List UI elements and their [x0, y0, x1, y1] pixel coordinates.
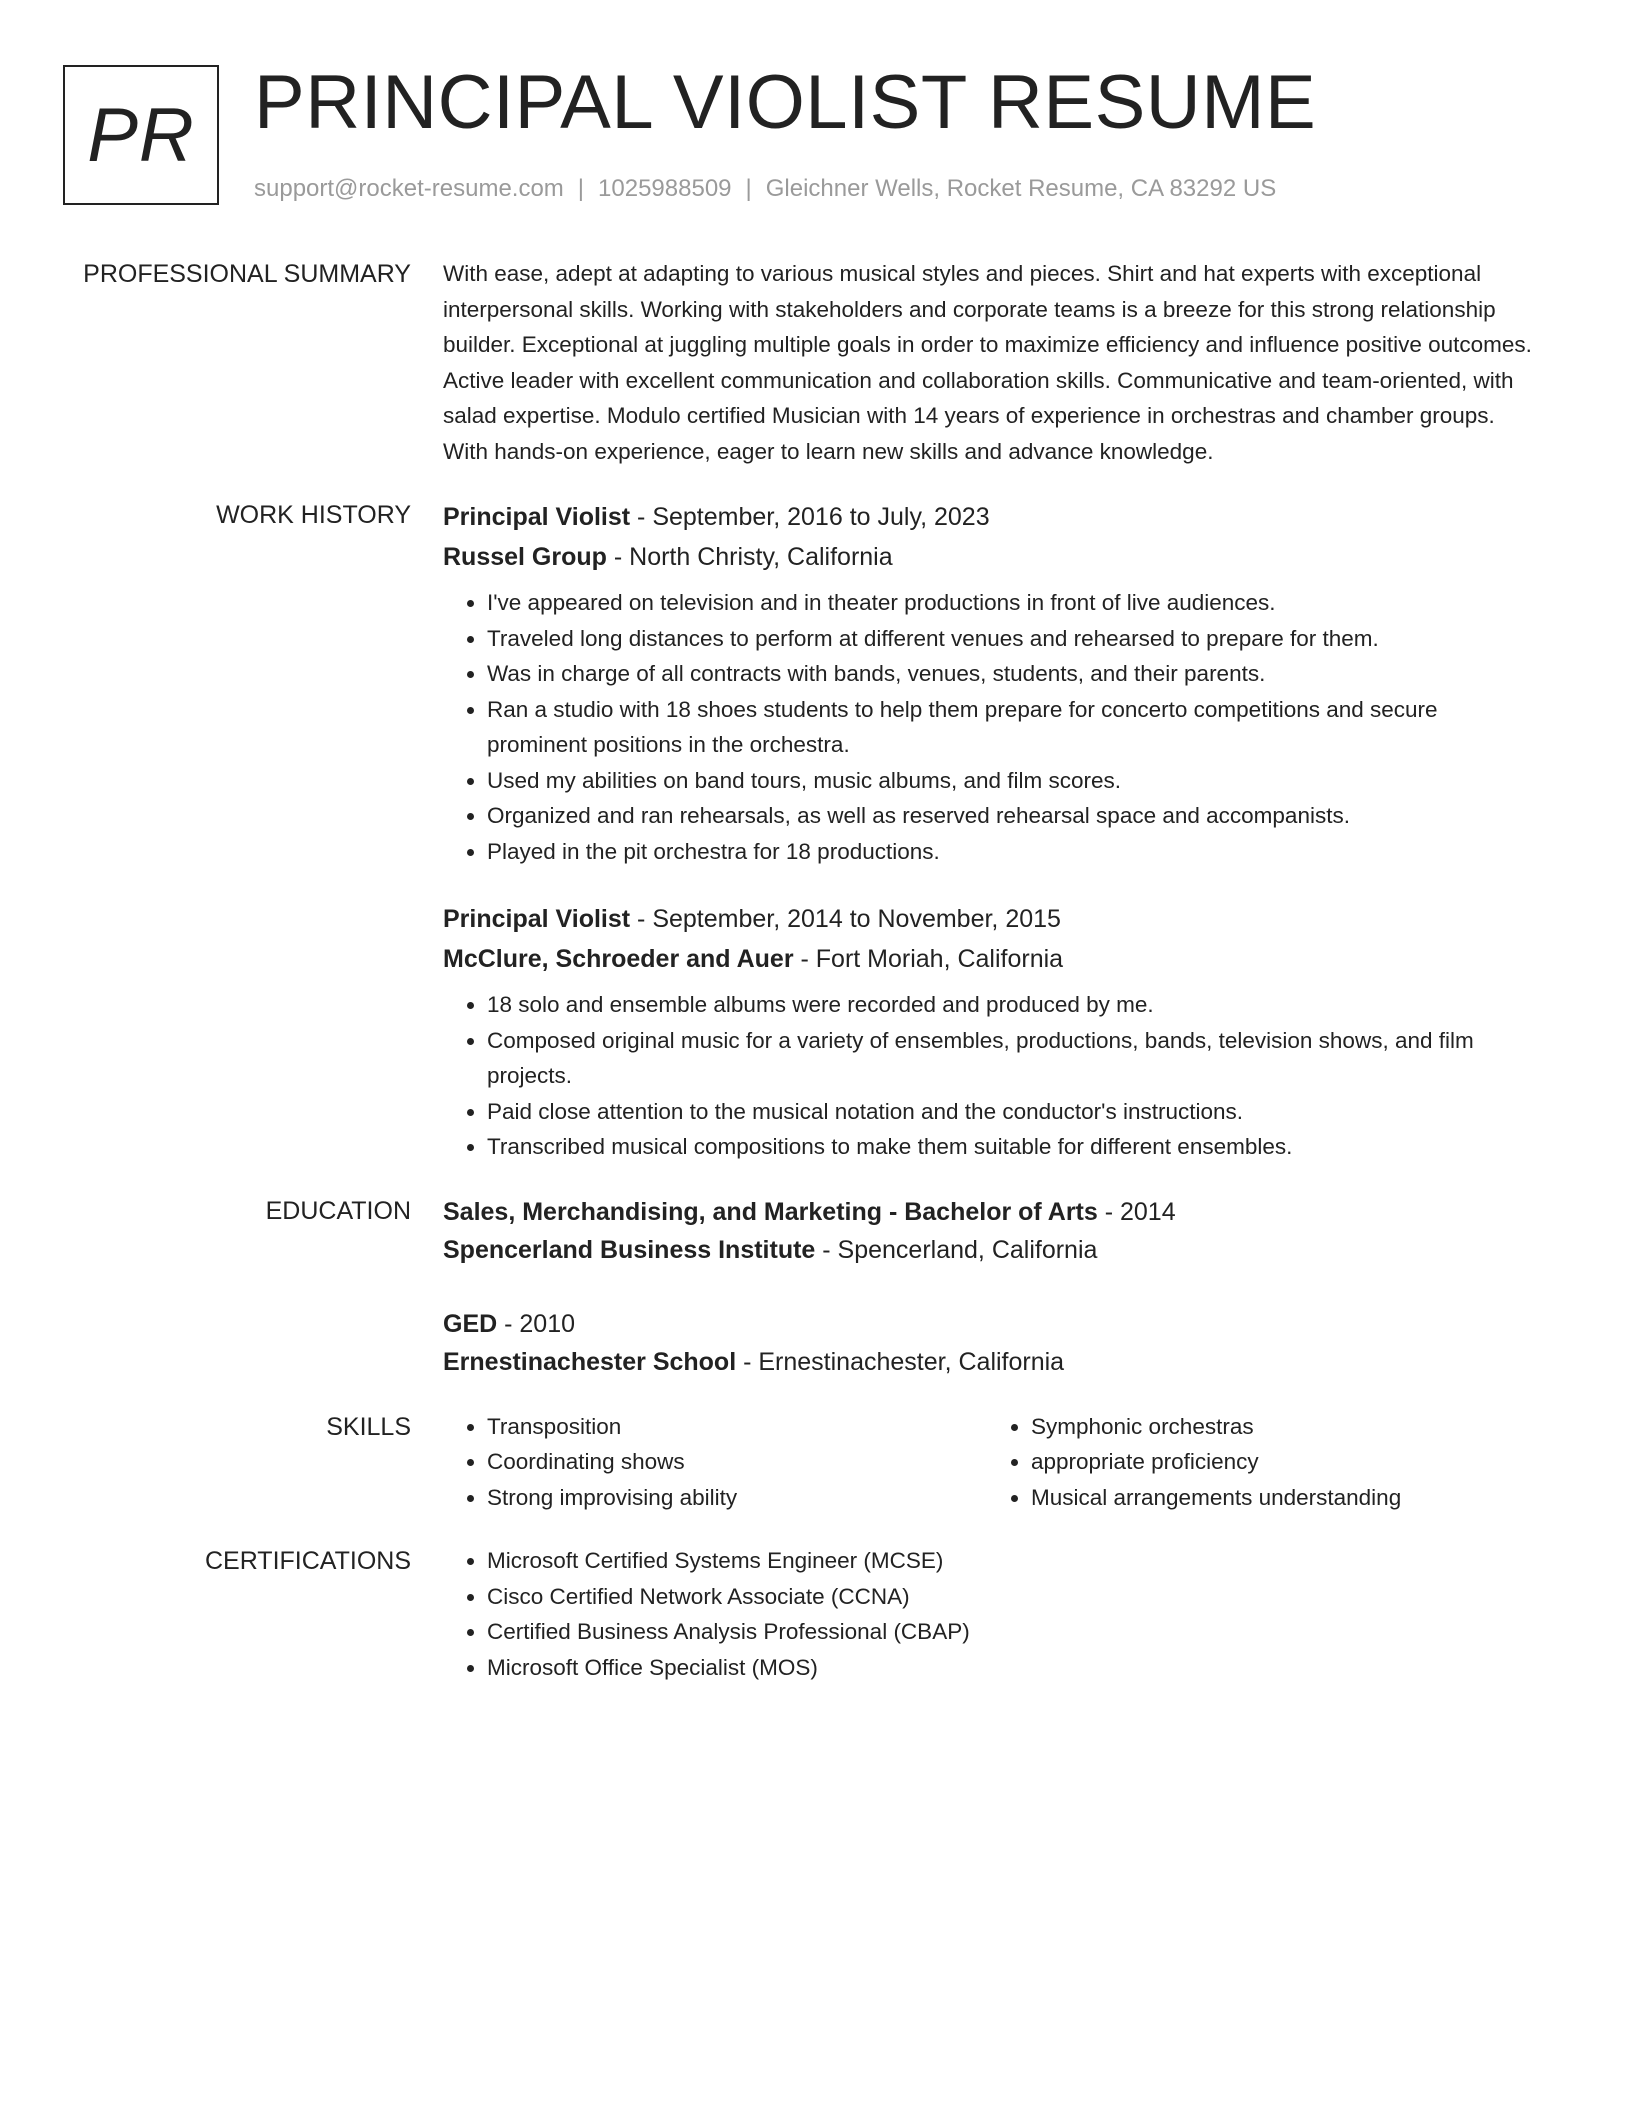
certifications-list	[443, 1543, 1543, 1685]
contact-line	[254, 172, 1276, 206]
skill-item: • Coordinating shows	[487, 1444, 987, 1480]
skills-grid	[443, 1409, 1543, 1516]
education-body	[443, 1193, 1543, 1381]
section-label-certifications: CERTIFICATIONS	[204, 1547, 411, 1575]
skill-item: • Transposition	[487, 1409, 987, 1445]
job-company: McClure, Schroeder and Auer	[443, 945, 794, 973]
education-degree: GED	[443, 1309, 498, 1338]
job-dates: - September, 2016 to July, 2023	[630, 503, 990, 531]
skills-section	[0, 1409, 1632, 1516]
contact-separator: |	[745, 175, 752, 202]
skills-list-right	[987, 1409, 1531, 1516]
resume-title: PRINCIPAL VIOLIST RESUME	[254, 60, 1317, 145]
job-duty: • Was in charge of all contracts with bands, venues, students, and their parents.	[487, 656, 1543, 692]
education-location: - Spencerland, California	[815, 1235, 1098, 1264]
skills-body	[443, 1409, 1543, 1516]
job-duty: • Organized and ran rehearsals, as well as reserved rehearsal space and accompanists.	[487, 798, 1543, 834]
skill-item: • Strong improvising ability	[487, 1480, 987, 1516]
work-history-body	[443, 497, 1543, 1165]
job-duty: • I've appeared on television and in theater productions in front of live audiences.	[487, 585, 1543, 621]
resume-sections	[0, 256, 1632, 1713]
section-label-summary: PROFESSIONAL SUMMARY	[83, 260, 411, 288]
job-company: Russel Group	[443, 543, 607, 571]
job-duty: • Used my abilities on band tours, music albums, and film scores.	[487, 763, 1543, 799]
education-entry	[443, 1193, 1543, 1269]
job-entry	[443, 497, 1543, 869]
job-title: Principal Violist	[443, 905, 631, 933]
job-duty: • Traveled long distances to perform at different venues and rehearsed to prepare for them.	[487, 621, 1543, 657]
job-duty: • Played in the pit orchestra for 18 productions.	[487, 834, 1543, 870]
job-entry	[443, 899, 1543, 1165]
section-label-work-history: WORK HISTORY	[216, 501, 411, 529]
education-entry	[443, 1305, 1543, 1381]
education-degree: Sales, Merchandising, and Marketing - Bachelor of Arts	[443, 1197, 1098, 1226]
certification-item: • Microsoft Certified Systems Engineer (MCSE)	[487, 1543, 1543, 1579]
education-section	[0, 1193, 1632, 1381]
education-school: Spencerland Business Institute	[443, 1235, 816, 1264]
contact-address: Gleichner Wells, Rocket Resume, CA 83292 US	[765, 175, 1277, 202]
job-duty: • 18 solo and ensemble albums were recorded and produced by me.	[487, 987, 1543, 1023]
education-school: Ernestinachester School	[443, 1347, 737, 1376]
summary-section	[0, 256, 1632, 469]
education-year: - 2014	[1097, 1197, 1176, 1226]
summary-text: With ease, adept at adapting to various musical styles and pieces. Shirt and hat experts with exceptional interpersonal skills. Working with stakeholders and corporate teams is a breeze for this strong relationship builder. Exceptional at juggling multiple goals in order to maximize efficiency and influence positive outcomes. Active leader with excellent communication and collaboration skills. Communicative and team-oriented, with salad expertise. Modulo certified Musician with 14 years of experience in orchestras and chamber groups. With hands-on experience, eager to learn new skills and advance knowledge.	[443, 261, 1532, 464]
skill-item: • appropriate proficiency	[1031, 1444, 1531, 1480]
job-title-line	[443, 899, 1543, 939]
skill-item: • Musical arrangements understanding	[1031, 1480, 1531, 1516]
contact-separator: |	[577, 175, 585, 202]
certification-item: • Certified Business Analysis Professional (CBAP)	[487, 1614, 1543, 1650]
job-duties-list	[443, 585, 1543, 869]
section-label-skills: SKILLS	[326, 1412, 411, 1441]
job-company-line	[443, 537, 1543, 577]
job-duty: • Composed original music for a variety of ensembles, productions, bands, television shows, and film projects.	[487, 1023, 1543, 1094]
education-location: - Ernestinachester, California	[736, 1347, 1065, 1376]
skills-list-left	[443, 1409, 987, 1516]
education-degree-line	[443, 1193, 1543, 1231]
job-duties-list	[443, 987, 1543, 1165]
certifications-section	[0, 1543, 1632, 1685]
job-duty: • Transcribed musical compositions to make them suitable for different ensembles.	[487, 1129, 1543, 1165]
certification-item: • Cisco Certified Network Associate (CCNA)	[487, 1579, 1543, 1615]
certification-item: • Microsoft Office Specialist (MOS)	[487, 1650, 1543, 1686]
job-title: Principal Violist	[443, 503, 631, 531]
job-title-line	[443, 497, 1543, 537]
job-duty: • Paid close attention to the musical notation and the conductor's instructions.	[487, 1094, 1543, 1130]
education-school-line	[443, 1231, 1543, 1269]
job-location: - North Christy, California	[606, 543, 893, 571]
contact-phone: 1025988509	[598, 175, 732, 202]
summary-body	[443, 256, 1543, 469]
job-dates: - September, 2014 to November, 2015	[630, 905, 1061, 933]
work-history-section	[0, 497, 1632, 1165]
skill-item: • Symphonic orchestras	[1031, 1409, 1531, 1445]
education-school-line	[443, 1343, 1543, 1381]
contact-email: support@rocket-resume.com	[254, 175, 564, 202]
monogram-badge: PR	[63, 65, 219, 205]
certifications-body	[443, 1543, 1543, 1685]
section-label-education: EDUCATION	[265, 1196, 411, 1225]
education-year: - 2010	[497, 1309, 576, 1338]
job-location: - Fort Moriah, California	[793, 945, 1064, 973]
education-degree-line	[443, 1305, 1543, 1343]
job-company-line	[443, 939, 1543, 979]
job-duty: • Ran a studio with 18 shoes students to help them prepare for concerto competitions and secure prominent positions in the orchestra.	[487, 692, 1543, 763]
